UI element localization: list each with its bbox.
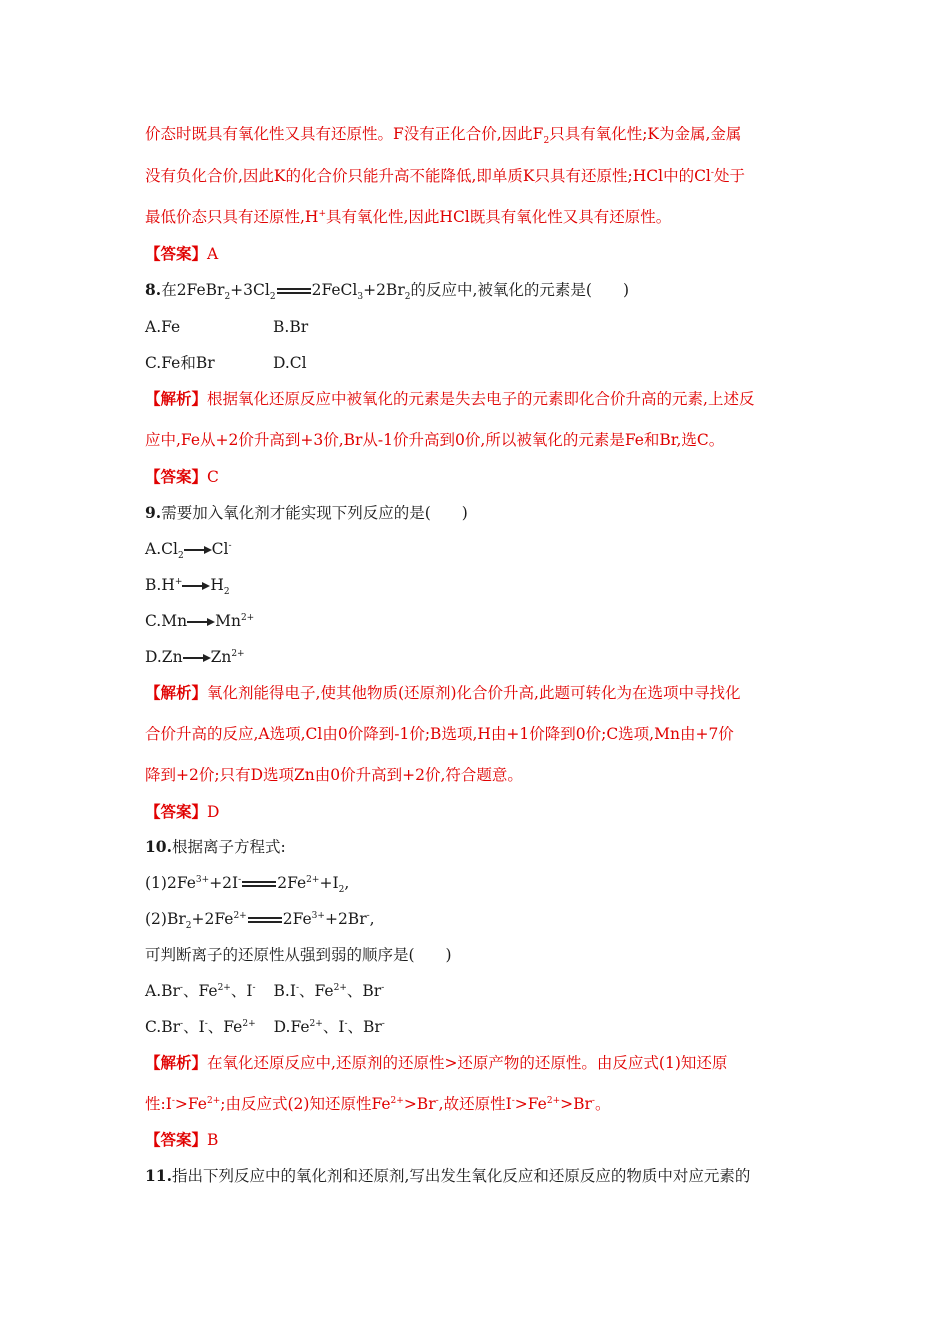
equals-sign <box>247 917 283 923</box>
q9-analysis-line-2: 合价升高的反应,A选项,Cl由0价降到-1价;B选项,H由+1价降到0价;C选项,Mn由+7价 <box>145 725 734 743</box>
q10-options-row-2: C.Br-、I-、$Fe^{2+}$ $D.Fe^{2+}$、I-、Br- <box>145 1018 385 1036</box>
equals-sign <box>276 288 312 294</box>
prev-explanation-line-2: 没有负化合价,因此K的化合价只能升高不能降低,即单质K只具有还原性;HCl中的Cl-处于 <box>145 167 745 185</box>
q8-analysis-line-1: 【解析】根据氧化还原反应中被氧化的元素是失去电子的元素即化合价升高的元素,上述反 <box>145 389 755 408</box>
q9-option-c: C.Mn $Mn^{2+}$ <box>145 612 255 630</box>
q9-analysis-line-1: 【解析】氧化剂能得电子,使其他物质(还原剂)化合价升高,此题可转化为在选项中寻找化 <box>145 683 741 702</box>
q9-answer: 【答案】D <box>145 802 220 821</box>
q10-equation-2: $(2)Br_2+2Fe^{2+}$ $2Fe^{3+}+2Br^-$, <box>145 910 375 932</box>
q9-option-b: B.H+ $H_2$ <box>145 576 230 598</box>
q10-stem: 10.根据离子方程式: <box>145 837 286 856</box>
q10-analysis-line-2: 性$:I^->Fe^{2+}$;由反应式(2)知还原性$Fe^{2+}>Br^-$,故还原性$I^->Fe^{2+}>Br^-$。 <box>145 1095 611 1113</box>
q9-option-d: D.Zn $Zn^{2+}$ <box>145 648 245 666</box>
equals-sign <box>241 881 277 887</box>
q8-answer: 【答案】C <box>145 467 219 486</box>
q11-stem: 11.指出下列反应中的氧化剂和还原剂,写出发生氧化反应和还原反应的物质中对应元素的 <box>145 1166 751 1185</box>
arrow-icon <box>184 545 212 555</box>
q9-analysis-line-3: 降到+2价;只有D选项Zn由0价升高到+2价,符合题意。 <box>145 766 523 784</box>
q8-options-row-1: A.Fe B.Br <box>145 318 309 336</box>
arrow-icon <box>187 617 215 627</box>
arrow-icon <box>183 653 211 663</box>
q8-options-row-2: C.Fe和Br D.Cl <box>145 354 307 372</box>
q10-options-row-1: A.Br-、$Fe^{2+}$、I- B.I-、$Fe^{2+}$、Br- <box>145 982 385 1000</box>
q8-analysis-line-2: 应中,Fe从+2价升高到+3价,Br从-1价升高到0价,所以被氧化的元素是Fe和Br,选C。 <box>145 431 725 449</box>
q10-analysis-line-1: 【解析】在氧化还原反应中,还原剂的还原性>还原产物的还原性。由反应式(1)知还原 <box>145 1053 728 1072</box>
q10-question: 可判断离子的还原性从强到弱的顺序是( ) <box>145 946 452 964</box>
prev-explanation-line-3: 最低价态只具有还原性,H+具有氧化性,因此HCl既具有氧化性又具有还原性。 <box>145 208 672 226</box>
arrow-icon <box>182 581 210 591</box>
prev-explanation-line-1: 价态时既具有氧化性又具有还原性。F没有正化合价,因此$F_2$只具有氧化性;K为金属,金属 <box>145 125 742 147</box>
q10-equation-1: $(1)2Fe^{3+}+2I^-$ $2Fe^{2+}+I_2$, <box>145 874 350 896</box>
q9-stem: 9.需要加入氧化剂才能实现下列反应的是( ) <box>145 503 468 522</box>
q8-stem: 8.在$2FeBr_2+3Cl_2$ $2FeCl_3+2Br_2$的反应中,被氧化的元素是( ) <box>145 280 629 303</box>
q10-answer: 【答案】B <box>145 1130 219 1149</box>
q9-option-a: $A.Cl_2$ Cl- <box>145 540 232 562</box>
prev-answer: 【答案】A <box>145 244 219 263</box>
